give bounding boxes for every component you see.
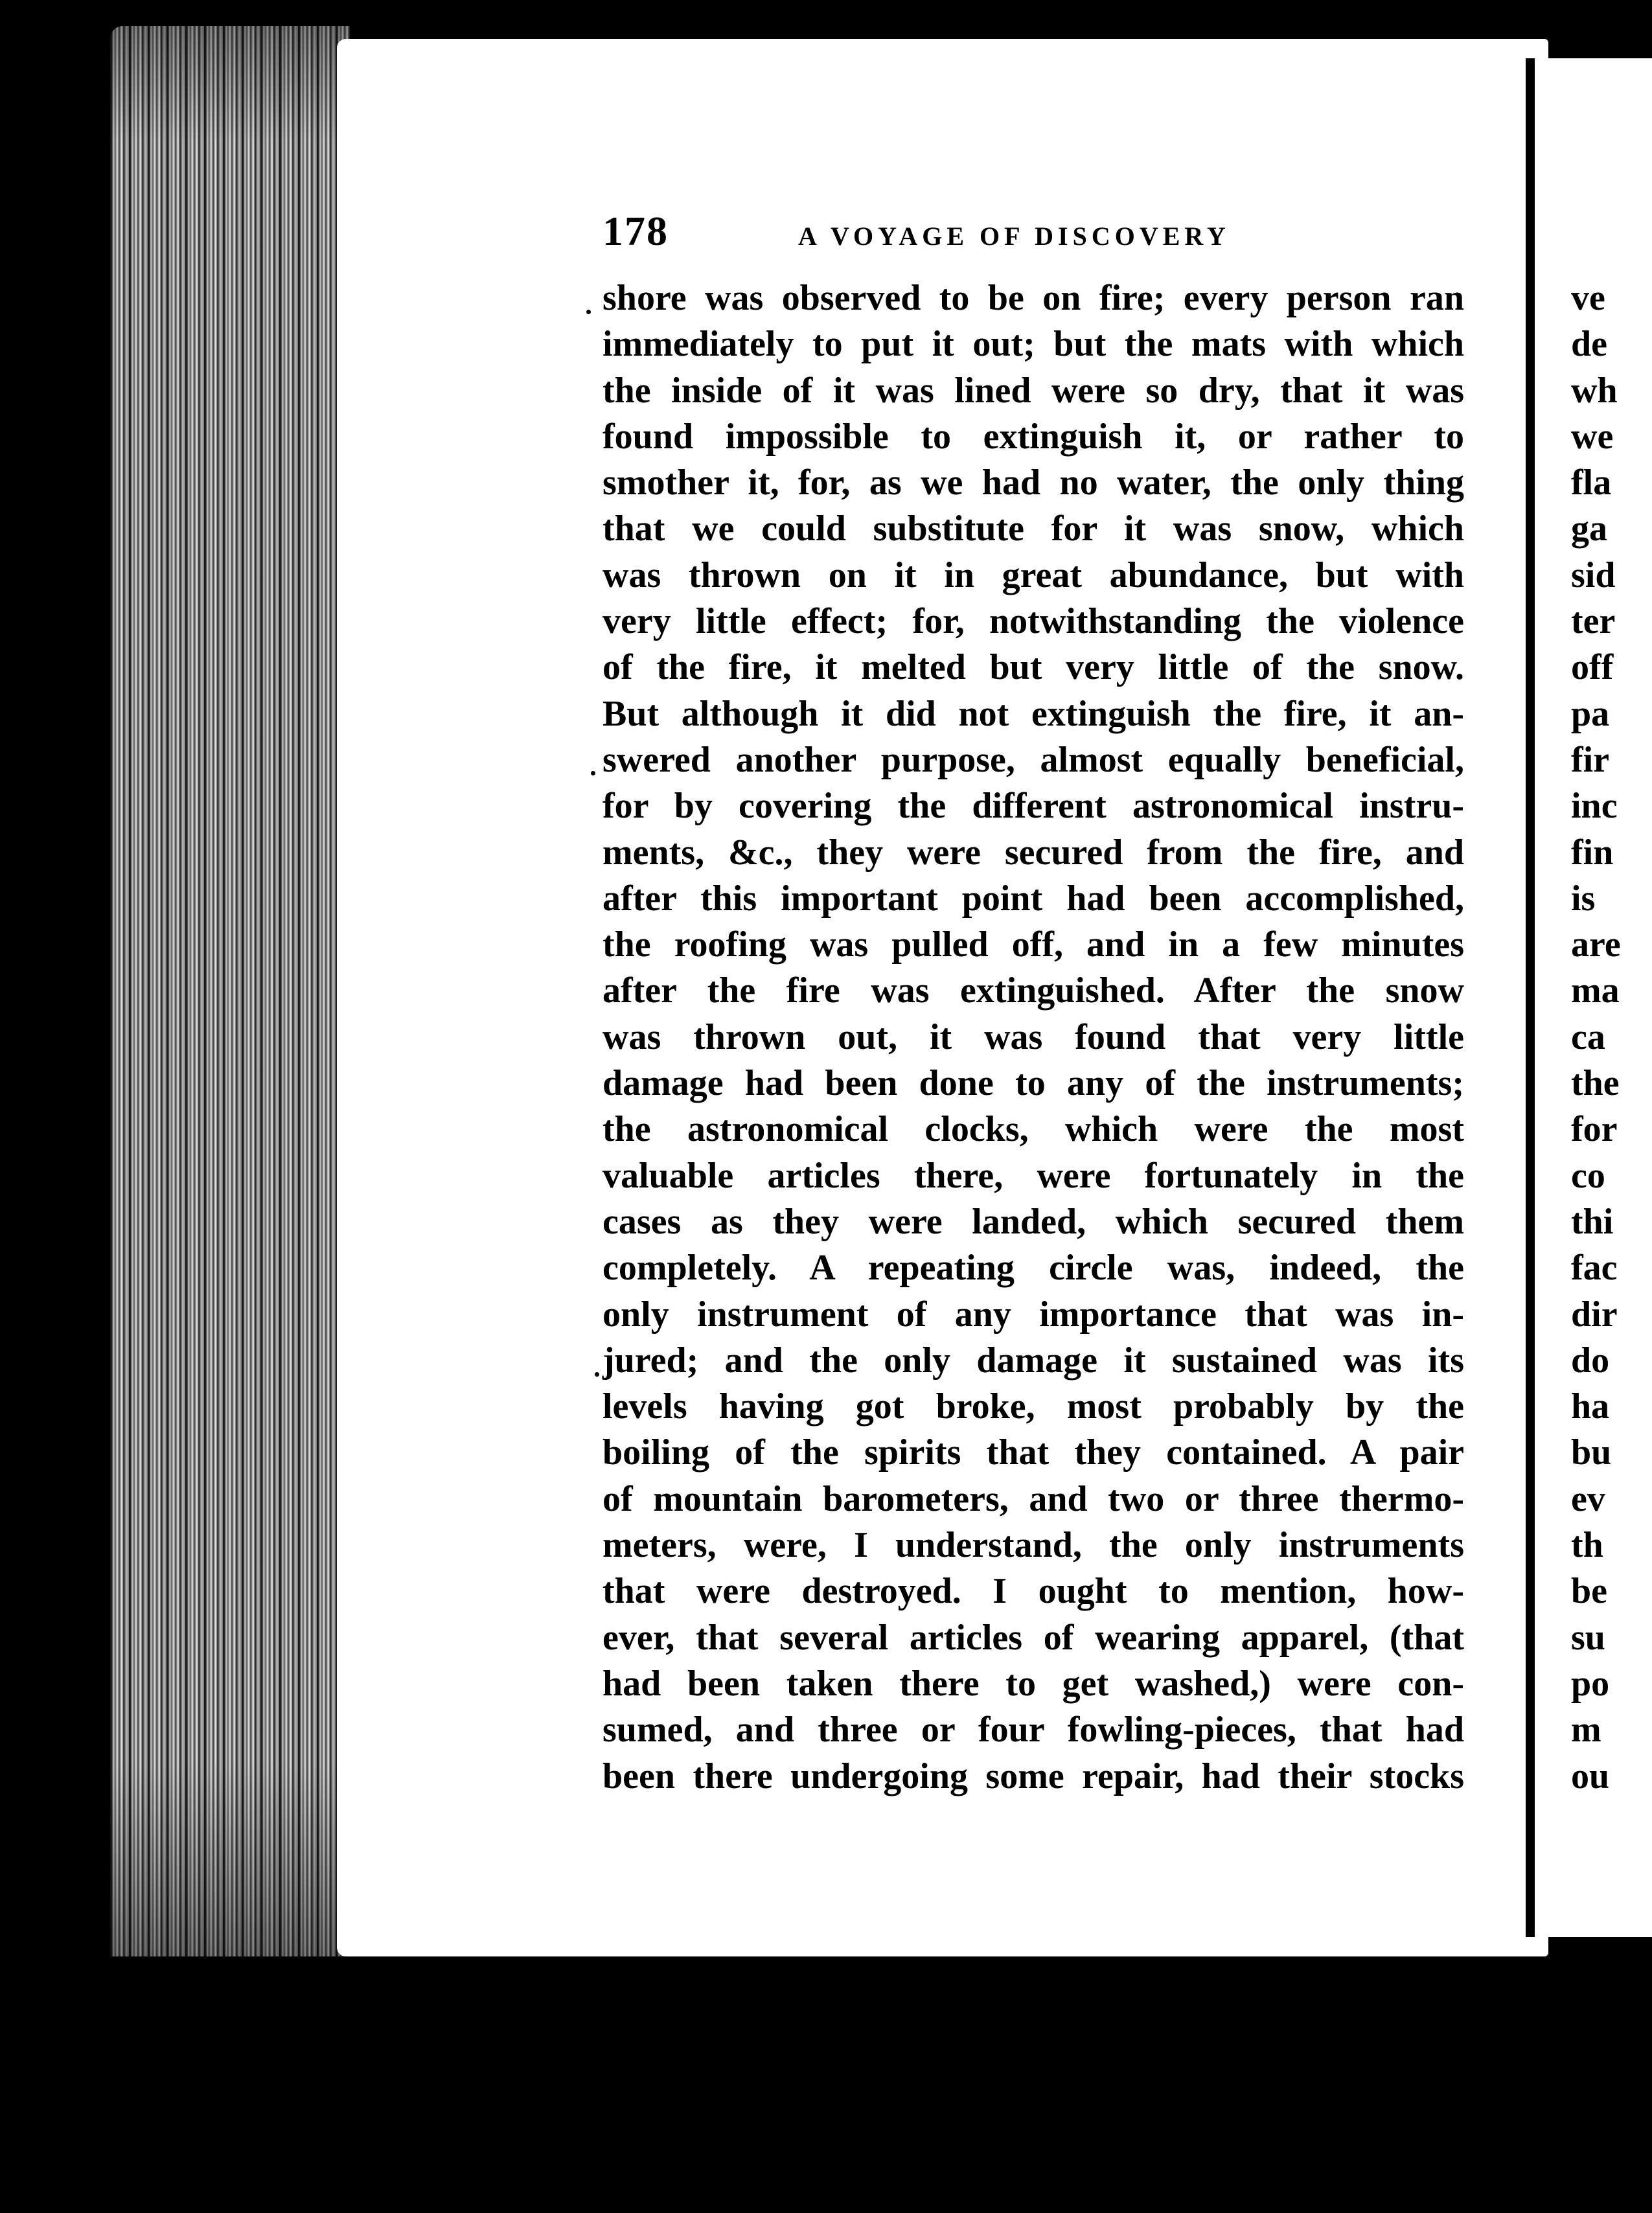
facing-text-fragment: ga	[1571, 509, 1607, 549]
facing-text-fragment: wh	[1571, 370, 1618, 411]
facing-text-fragment: ma	[1571, 970, 1620, 1011]
text-line: was thrown out, it was found that very little	[602, 1016, 1464, 1057]
text-line: of mountain barometers, and two or three thermo-	[602, 1478, 1464, 1519]
facing-text-fragment: we	[1571, 416, 1614, 457]
margin-mark	[591, 771, 595, 775]
facing-text-fragment: are	[1571, 924, 1621, 965]
facing-text-fragment: fin	[1571, 832, 1614, 873]
facing-text-fragment: su	[1571, 1617, 1605, 1658]
facing-text-fragment: inc	[1571, 786, 1618, 827]
margin-mark	[586, 310, 591, 314]
text-line: jured; and the only damage it sustained was its	[602, 1340, 1464, 1381]
text-line: ments, &c., they were secured from the fire, and	[602, 832, 1464, 873]
text-line: valuable articles there, were fortunately in the	[602, 1155, 1464, 1196]
text-line: after the fire was extinguished. After the snow	[602, 970, 1464, 1011]
text-line: that were destroyed. I ought to mention, how-	[602, 1571, 1464, 1612]
text-line: levels having got broke, most probably by the	[602, 1386, 1464, 1427]
text-line: found impossible to extinguish it, or rather to	[602, 416, 1464, 457]
facing-text-fragment: ev	[1571, 1478, 1605, 1519]
text-line: been there undergoing some repair, had their stocks	[602, 1756, 1464, 1796]
text-line: was thrown on it in great abundance, but with	[602, 555, 1464, 595]
text-line: sumed, and three or four fowling-pieces, that had	[602, 1710, 1464, 1750]
text-line: for by covering the different astronomical instru-	[602, 786, 1464, 827]
facing-text-fragment: pa	[1571, 693, 1610, 734]
facing-text-fragment: the	[1571, 1063, 1620, 1104]
facing-text-fragment: de	[1571, 324, 1607, 365]
facing-text-fragment: off	[1571, 647, 1614, 688]
facing-text-fragment: ou	[1571, 1756, 1610, 1796]
text-line: very little effect; for, notwithstanding the violence	[602, 601, 1464, 642]
text-line: immediately to put it out; but the mats with which	[602, 324, 1464, 365]
text-line: meters, were, I understand, the only instruments	[602, 1525, 1464, 1566]
text-line: the roofing was pulled off, and in a few minutes	[602, 924, 1464, 965]
facing-text-fragment: do	[1571, 1340, 1610, 1381]
facing-text-fragment: is	[1571, 878, 1596, 919]
facing-text-fragment: bu	[1571, 1432, 1612, 1473]
facing-text-fragment: dir	[1571, 1294, 1618, 1335]
facing-text-fragment: fla	[1571, 463, 1612, 503]
text-line: But although it did not extinguish the fire, it an-	[602, 693, 1464, 734]
text-line: damage had been done to any of the instruments;	[602, 1063, 1464, 1104]
facing-text-fragment: fac	[1571, 1248, 1618, 1289]
text-line: after this important point had been accomplished,	[602, 878, 1464, 919]
text-line: completely. A repeating circle was, indeed, the	[602, 1248, 1464, 1289]
facing-text-fragment: co	[1571, 1155, 1605, 1196]
facing-text-fragment: ve	[1571, 278, 1605, 318]
facing-text-fragment: ca	[1571, 1016, 1605, 1057]
facing-text-fragment: th	[1571, 1525, 1603, 1566]
text-line: the inside of it was lined were so dry, that it was	[602, 370, 1464, 411]
text-line: cases as they were landed, which secured them	[602, 1201, 1464, 1242]
text-line: only instrument of any importance that was in-	[602, 1294, 1464, 1335]
running-head	[602, 207, 1464, 255]
page-number: 178	[602, 208, 669, 254]
facing-text-fragment: ha	[1571, 1386, 1610, 1427]
book-fore-edge	[110, 26, 350, 1956]
facing-text-fragment: sid	[1571, 555, 1616, 595]
running-title: A VOYAGE OF DISCOVERY	[798, 222, 1230, 251]
text-line: that we could substitute for it was snow, which	[602, 509, 1464, 549]
facing-text-fragment: ter	[1571, 601, 1616, 642]
text-line: the astronomical clocks, which were the most	[602, 1109, 1464, 1150]
text-line: had been taken there to get washed,) were con-	[602, 1663, 1464, 1704]
facing-page-text	[1571, 275, 1652, 1800]
fore-edge-shading	[110, 26, 350, 1956]
text-line: smother it, for, as we had no water, the only thing	[602, 463, 1464, 503]
facing-text-fragment: fir	[1571, 739, 1610, 780]
margin-mark	[595, 1372, 599, 1377]
body-text	[602, 275, 1464, 1800]
text-line: boiling of the spirits that they contained. A pair	[602, 1432, 1464, 1473]
facing-text-fragment: m	[1571, 1710, 1601, 1750]
facing-text-fragment: po	[1571, 1663, 1610, 1704]
text-line: shore was observed to be on fire; every person ran	[602, 278, 1464, 318]
text-line: swered another purpose, almost equally beneficial,	[602, 739, 1464, 780]
text-line: of the fire, it melted but very little of the snow.	[602, 647, 1464, 688]
text-line: ever, that several articles of wearing apparel, (that	[602, 1617, 1464, 1658]
facing-text-fragment: thi	[1571, 1201, 1614, 1242]
facing-text-fragment: be	[1571, 1571, 1607, 1612]
facing-text-fragment: for	[1571, 1109, 1618, 1150]
